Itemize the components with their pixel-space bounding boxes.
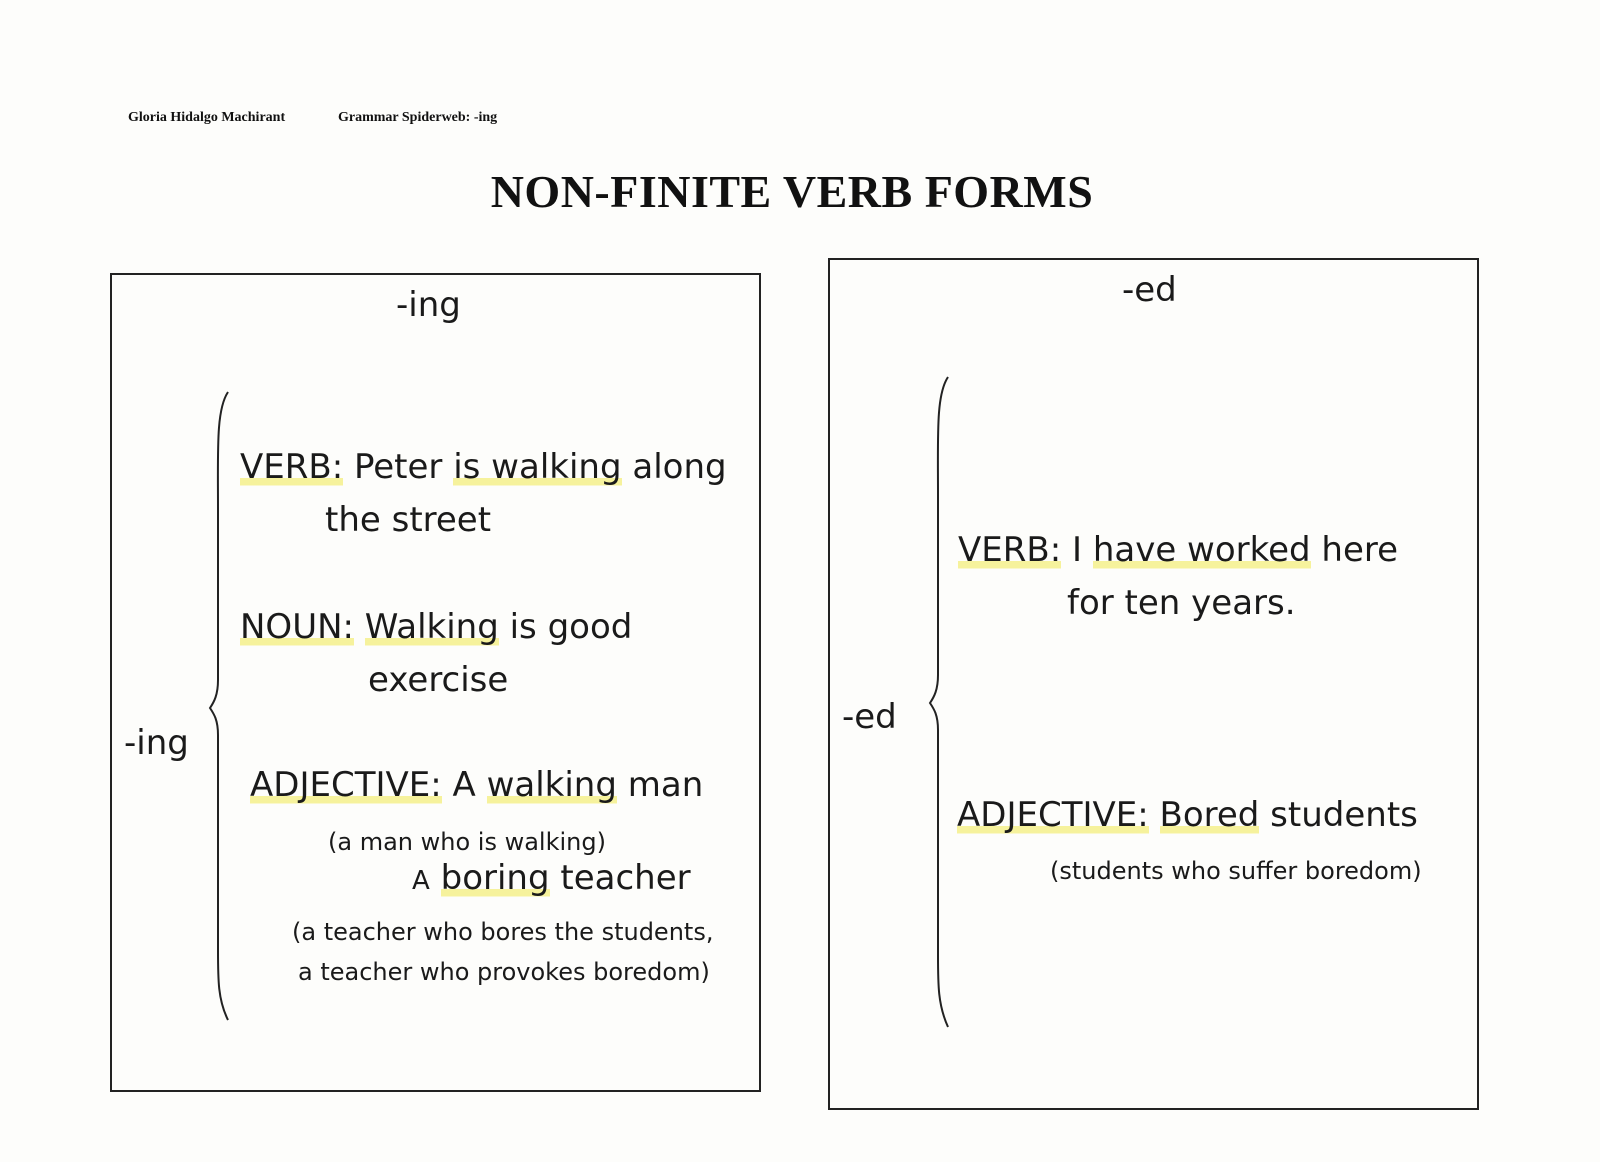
ed-verb-subject: I	[1071, 530, 1082, 570]
ing-verb-subject: Peter	[353, 447, 443, 487]
ing-adjective-note2-line2: a teacher who provokes boredom)	[298, 958, 710, 986]
ing-adjective-note: (a man who is walking)	[328, 828, 606, 856]
ed-adjective-label: ADJECTIVE:	[957, 795, 1149, 835]
ed-adjective-line1	[957, 795, 1418, 835]
ing-verb-rest: along	[632, 447, 727, 487]
ing-verb-label: VERB:	[240, 447, 344, 487]
ing-verb-line1	[240, 447, 727, 487]
ed-brace	[928, 375, 958, 1035]
author-name: Gloria Hidalgo Machirant	[128, 110, 286, 125]
ing-adjective-note2-line1: (a teacher who bores the students,	[292, 918, 714, 946]
ing-adjective-line1	[250, 765, 703, 805]
ing-adjective-example2-highlight: boring	[440, 858, 550, 898]
ed-verb-rest: here	[1321, 530, 1399, 570]
ing-side-label: -ing	[124, 723, 189, 763]
document-subject: Grammar Spiderweb: -ing	[338, 110, 498, 125]
ing-box-heading: -ing	[396, 285, 461, 325]
ed-adjective-note: (students who suffer boredom)	[1050, 857, 1422, 885]
ing-adjective-article: A	[452, 765, 476, 805]
ed-verb-line2: for ten years.	[1067, 583, 1296, 623]
ing-verb-line2: the street	[325, 500, 492, 540]
ed-adjective-rest: students	[1270, 795, 1418, 835]
ing-noun-label: NOUN:	[240, 607, 354, 647]
ing-adjective-label: ADJECTIVE:	[250, 765, 442, 805]
ing-noun-rest: is good	[509, 607, 633, 647]
ing-adjective-example2	[412, 858, 691, 898]
ing-noun-highlight: Walking	[364, 607, 499, 647]
ing-brace	[208, 390, 238, 1030]
ed-side-label: -ed	[842, 697, 897, 737]
ed-box-heading: -ed	[1122, 270, 1177, 310]
ing-noun-line2: exercise	[368, 660, 509, 700]
ing-adjective-example2-article: A	[412, 866, 430, 896]
page-title: NON-FINITE VERB FORMS	[490, 166, 1094, 217]
ed-verb-label: VERB:	[958, 530, 1062, 570]
ed-verb-line1	[958, 530, 1398, 570]
ing-noun-line1	[240, 607, 632, 647]
ing-adjective-example2-rest: teacher	[560, 858, 691, 898]
ed-box	[828, 258, 1479, 1110]
ing-verb-highlight: is walking	[453, 447, 622, 487]
ed-verb-highlight: have worked	[1092, 530, 1311, 570]
ed-adjective-highlight: Bored	[1159, 795, 1260, 835]
ing-adjective-highlight: walking	[486, 765, 617, 805]
ing-adjective-rest: man	[627, 765, 704, 805]
